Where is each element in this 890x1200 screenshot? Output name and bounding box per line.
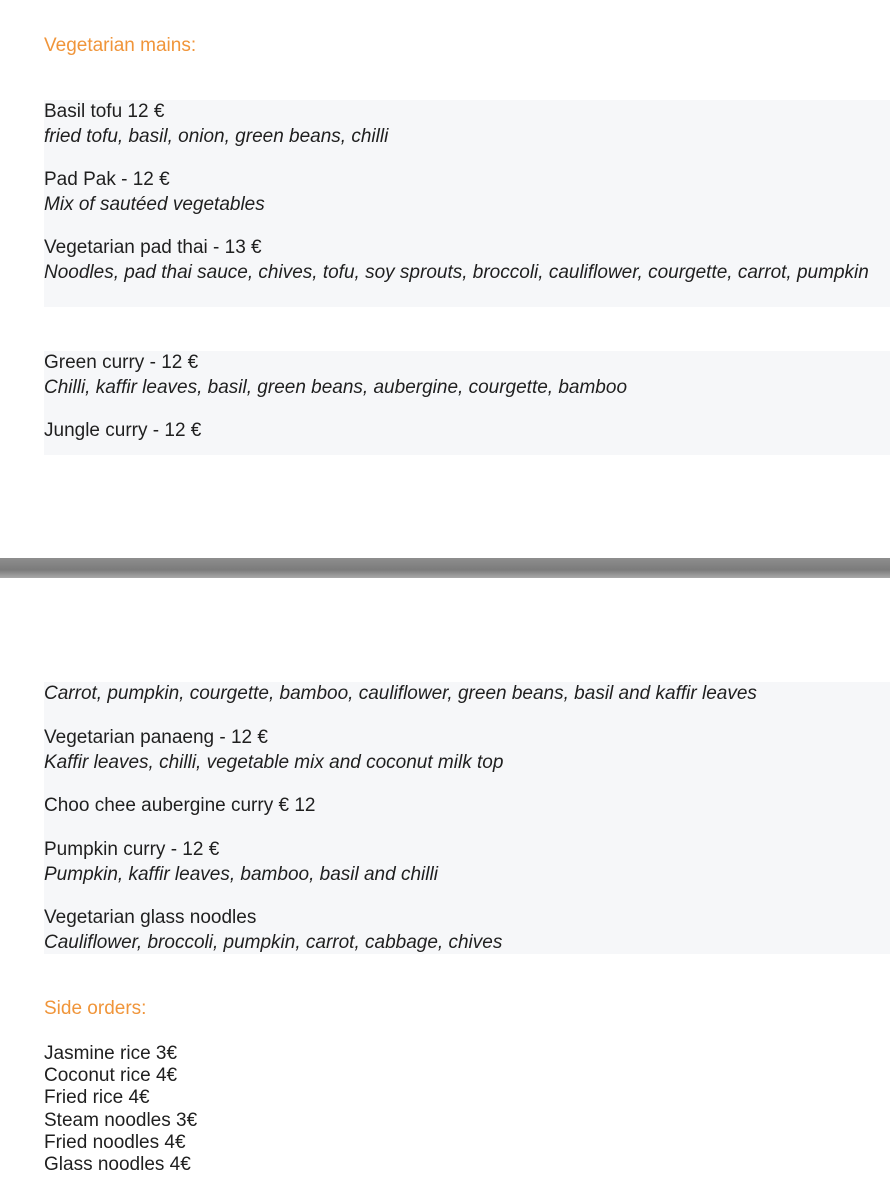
- side-order-item: Fried noodles 4€: [44, 1131, 186, 1153]
- menu-item-description: fried tofu, basil, onion, green beans, chilli: [44, 125, 389, 147]
- side-orders-list: [44, 1043, 197, 1176]
- menu-item-pumpkin-curry: [44, 838, 890, 887]
- page-separator: [0, 558, 890, 578]
- menu-page-bottom: [0, 578, 890, 1200]
- menu-page-top: [0, 0, 890, 558]
- side-order-item: Jasmine rice 3€: [44, 1043, 178, 1064]
- menu-item-green-curry: [44, 351, 890, 400]
- menu-item-description: Pumpkin, kaffir leaves, bamboo, basil and chilli: [44, 863, 438, 885]
- menu-item-name: Pumpkin curry - 12 €: [44, 839, 220, 860]
- menu-item-vegetarian-glass-noodles: [44, 906, 890, 955]
- menu-group-3: [44, 682, 890, 954]
- menu-item-name: Vegetarian glass noodles: [44, 907, 257, 928]
- menu-item-vegetarian-pad-thai: [44, 236, 870, 285]
- menu-item-description: Kaffir leaves, chilli, vegetable mix and coconut milk top: [44, 751, 504, 773]
- menu-item-description: Noodles, pad thai sauce, chives, tofu, soy sprouts, broccoli, cauliflower, courgette, carrot, pumpkin: [44, 261, 869, 283]
- menu-item-description: Mix of sautéed vegetables: [44, 193, 265, 215]
- menu-item-pad-pak: [44, 168, 890, 217]
- menu-item-basil-tofu: [44, 100, 890, 149]
- menu-item-name: Jungle curry - 12 €: [44, 420, 202, 441]
- menu-item-description: Chilli, kaffir leaves, basil, green beans, aubergine, courgette, bamboo: [44, 376, 628, 398]
- menu-item-jungle-curry-description: [44, 682, 890, 707]
- menu-group-1: [44, 100, 890, 307]
- menu-item-description: Carrot, pumpkin, courgette, bamboo, cauliflower, green beans, basil and kaffir leaves: [44, 683, 757, 704]
- section-heading-side-orders: Side orders:: [44, 998, 147, 1019]
- menu-item-name: Vegetarian pad thai - 13 €: [44, 237, 262, 258]
- section-heading-vegetarian-mains: Vegetarian mains:: [44, 35, 197, 56]
- side-order-item: Steam noodles 3€: [44, 1109, 198, 1131]
- menu-item-name: Green curry - 12 €: [44, 352, 199, 373]
- menu-item-jungle-curry: [44, 419, 890, 444]
- side-order-item: Fried rice 4€: [44, 1087, 150, 1109]
- menu-item-name: Vegetarian panaeng - 12 €: [44, 727, 268, 748]
- menu-item-name: Basil tofu 12 €: [44, 101, 165, 122]
- side-order-item: Coconut rice 4€: [44, 1065, 178, 1087]
- menu-item-name: Choo chee aubergine curry € 12: [44, 795, 316, 816]
- menu-group-2: [44, 351, 890, 455]
- menu-item-choo-chee-aubergine-curry: [44, 794, 890, 819]
- menu-item-description: Cauliflower, broccoli, pumpkin, carrot, cabbage, chives: [44, 931, 503, 953]
- side-order-item: Glass noodles 4€: [44, 1154, 191, 1176]
- menu-item-name: Pad Pak - 12 €: [44, 169, 170, 190]
- menu-item-vegetarian-panaeng: [44, 726, 890, 775]
